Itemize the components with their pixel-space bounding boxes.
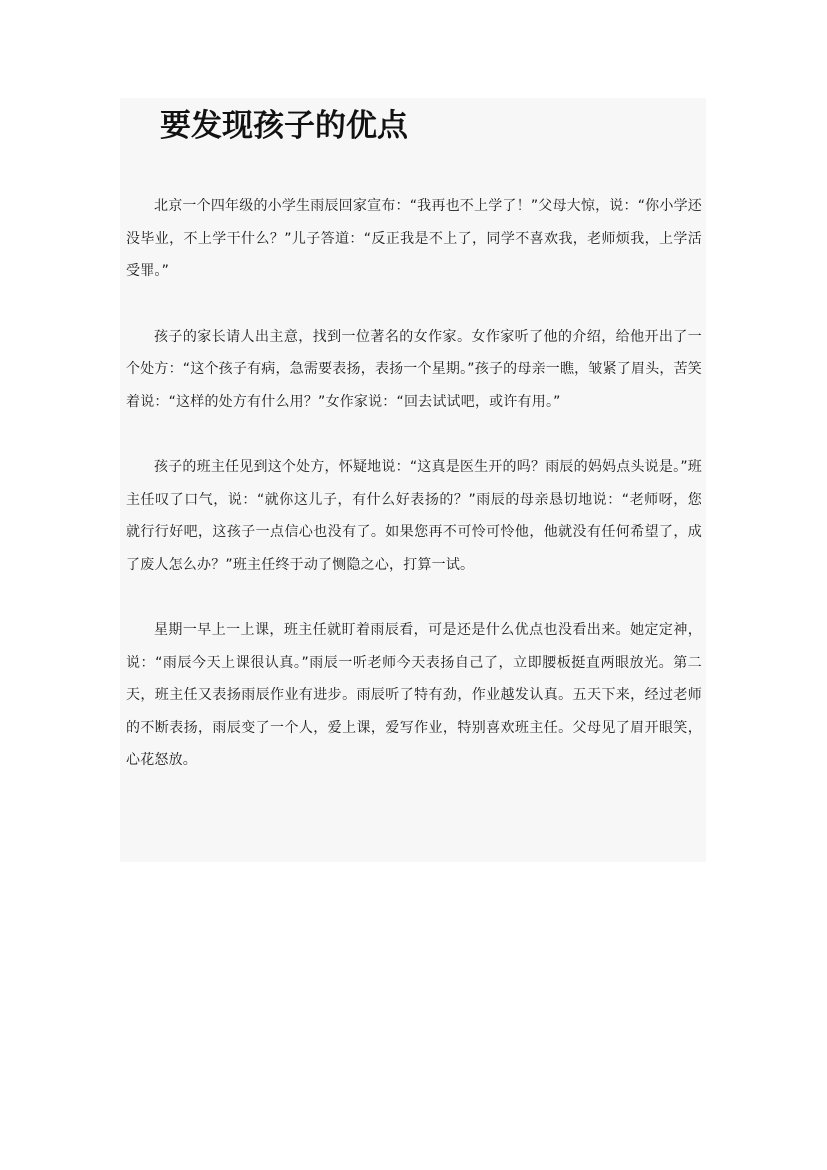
paragraph-gap xyxy=(126,288,702,321)
article xyxy=(120,98,706,862)
paragraph-gap xyxy=(126,581,702,614)
article-title: 要发现孩子的优点 xyxy=(160,108,408,144)
paragraph-2: 孩子的家长请人出主意，找到一位著名的女作家。女作家听了他的介绍，给他开出了一个处方：“这个孩子有病，急需要表扬，表扬一个星期。”孩子的母亲一瞧，皱紧了眉头，苦笑着说：“这样的处方有什么用？”女作家说：“回去试试吧，或许有用。” xyxy=(126,328,702,410)
paragraph-1: 北京一个四年级的小学生雨辰回家宣布：“我再也不上学了！”父母大惊，说：“你小学还没毕业，不上学干什么？”儿子答道：“反正我是不上了，同学不喜欢我，老师烦我，上学活受罪。” xyxy=(126,198,702,279)
paragraph-4: 星期一早上一上课，班主任就盯着雨辰看，可是还是什么优点也没看出来。她定定神，说：“雨辰今天上课很认真。”雨辰一听老师今天表扬自己了，立即腰板挺直两眼放光。第二天，班主任又表扬雨辰作业有进步。雨辰听了特有劲，作业越发认真。五天下来，经过老师的不断表扬，雨辰变了一个人，爱上课，爱写作业，特别喜欢班主任。父母见了眉开眼笑，心花怒放。 xyxy=(126,622,702,768)
paragraph-3: 孩子的班主任见到这个处方，怀疑地说：“这真是医生开的吗？雨辰的妈妈点头说是。”班主任叹了口气，说：“就你这儿子，有什么好表扬的？”雨辰的母亲恳切地说：“老师呀，您就行行好吧，这孩子一点信心也没有了。如果您再不可怜可怜他，他就没有任何希望了，成了废人怎么办？”班主任终于动了恻隐之心，打算一试。 xyxy=(126,459,702,573)
paragraph-gap xyxy=(126,418,702,451)
